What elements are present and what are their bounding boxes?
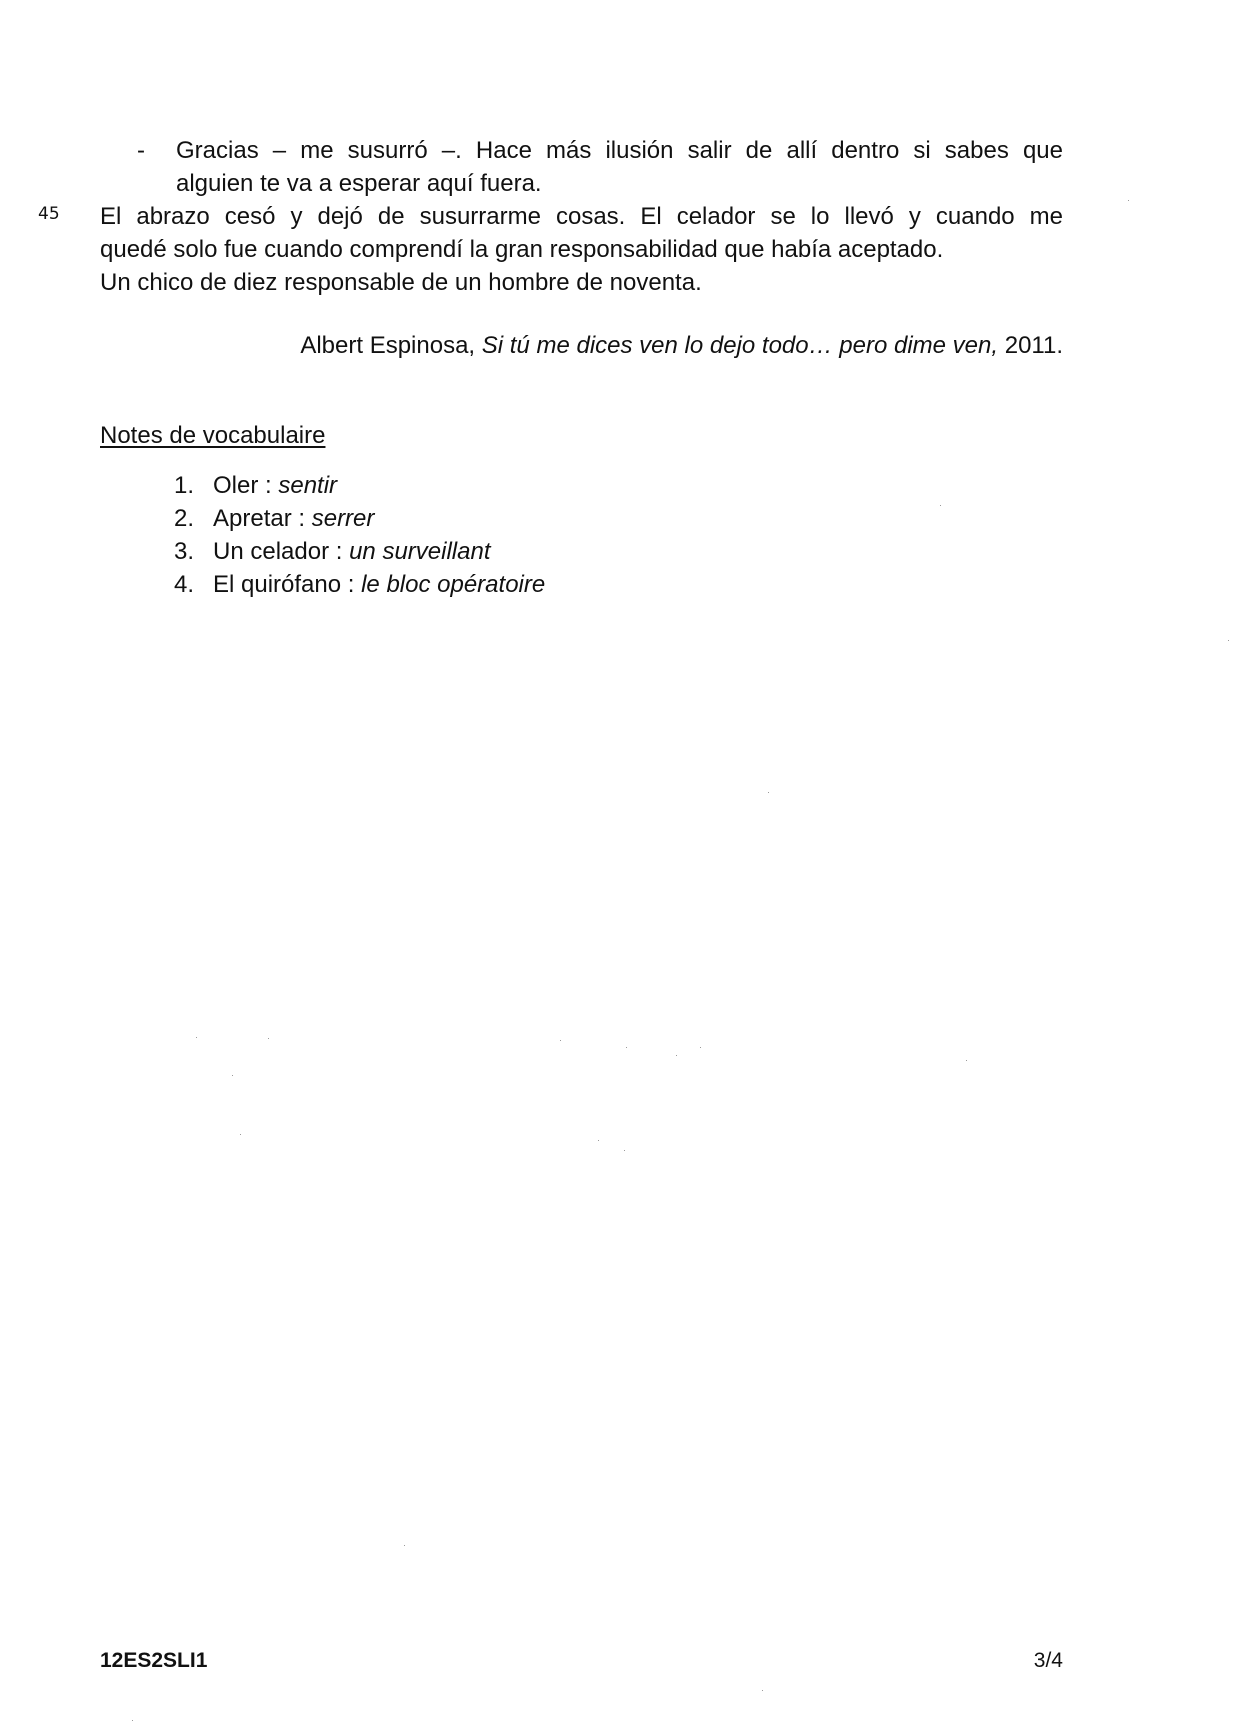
citation	[300, 329, 1063, 362]
citation-title: Si tú me dices ven lo dejo todo… pero dime ven,	[481, 332, 999, 359]
scan-speck	[966, 1060, 967, 1061]
vocabulary-term: Un celador :	[213, 538, 343, 565]
paragraph-line-2: quedé solo fue cuando comprendí la gran responsabilidad que había aceptado.	[100, 236, 944, 263]
citation-author: Albert Espinosa,	[300, 332, 476, 359]
vocabulary-item	[174, 469, 545, 502]
vocabulary-translation: sentir	[278, 472, 338, 499]
exam-code: 12ES2SLI1	[100, 1649, 208, 1672]
scan-speck	[196, 1037, 197, 1038]
dialogue-line-1: Gracias – me susurró –. Hace más ilusión salir de allí dentro si sabes que	[176, 137, 1063, 164]
vocabulary-number: 4.	[174, 571, 195, 598]
vocabulary-number: 1.	[174, 472, 195, 499]
paragraph-line-3: Un chico de diez responsable de un hombre de noventa.	[100, 269, 702, 296]
vocabulary-term: Oler :	[213, 472, 272, 499]
scan-speck	[768, 792, 769, 793]
dialogue-line-2: alguien te va a esperar aquí fuera.	[176, 170, 542, 197]
scan-speck	[762, 1690, 763, 1691]
scan-speck	[240, 1134, 241, 1135]
scan-speck	[404, 1545, 405, 1546]
scan-speck	[232, 1075, 233, 1076]
vocabulary-list	[174, 469, 545, 601]
vocabulary-notes-heading: Notes de vocabulaire	[100, 422, 326, 449]
citation-year: 2011.	[1004, 332, 1063, 359]
vocabulary-item	[174, 568, 545, 601]
vocabulary-term: Apretar :	[213, 505, 306, 532]
line-number: 45	[38, 204, 60, 224]
scan-speck	[676, 1055, 677, 1056]
scan-speck	[560, 1040, 561, 1041]
scan-speck	[1128, 200, 1129, 201]
vocabulary-number: 2.	[174, 505, 195, 532]
vocabulary-number: 3.	[174, 538, 195, 565]
scan-speck	[700, 1047, 701, 1048]
vocabulary-item	[174, 502, 545, 535]
scan-speck	[940, 505, 941, 506]
scan-speck	[626, 1047, 627, 1048]
page-number: 3/4	[1033, 1649, 1063, 1672]
vocabulary-item	[174, 535, 545, 568]
vocabulary-translation: le bloc opératoire	[361, 571, 546, 598]
paragraph-line-1: El abrazo cesó y dejó de susurrarme cosas. El celador se lo llevó y cuando me	[100, 203, 1063, 230]
dialogue-dash: -	[137, 137, 145, 164]
vocabulary-translation: un surveillant	[349, 538, 491, 565]
scan-speck	[1228, 640, 1229, 641]
scan-speck	[598, 1140, 599, 1141]
scan-speck	[268, 1038, 269, 1039]
scan-speck	[624, 1150, 625, 1151]
scan-speck	[132, 1720, 133, 1721]
vocabulary-translation: serrer	[311, 505, 375, 532]
vocabulary-term: El quirófano :	[213, 571, 355, 598]
